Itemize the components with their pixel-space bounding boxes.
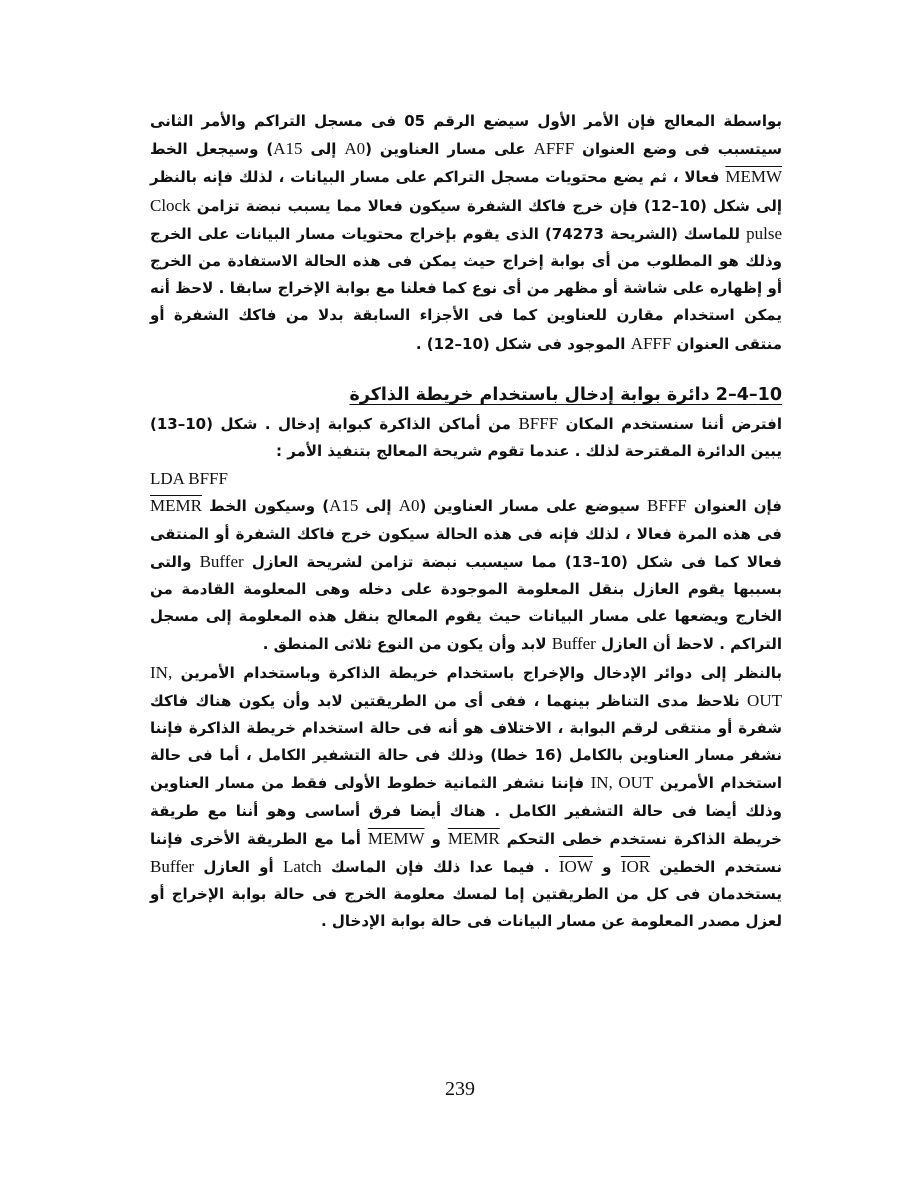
- address-line-term: A15: [273, 139, 303, 159]
- section-heading: 10–4–2 دائرة بوابة إدخال باستخدام خريطة الذاكرة: [349, 384, 782, 405]
- text-run: فى هذه المرة فعالا ، لذلك فإنه فى هذه الحالة سيكون خرج فاكك الشفرة أو المنتقى فعالا كما فى شكل (10–13) مما سيسبب نبضة تزامن لشريحة العازل: [150, 524, 783, 571]
- paragraph-1: [150, 108, 782, 358]
- text-run: ) وسيكون الخط: [201, 497, 330, 516]
- address-term: BFFF: [647, 496, 687, 516]
- text-run: الموجود فى شكل (10–12) .: [415, 334, 631, 353]
- paragraph-4: [150, 659, 782, 936]
- english-term: Latch: [282, 857, 322, 877]
- paragraph-3: [150, 492, 782, 658]
- instruction-term: IN, OUT: [150, 662, 782, 710]
- text-run: و: [592, 858, 621, 877]
- english-term: Buffer: [551, 634, 596, 654]
- control-signal-term: MEMW: [725, 167, 782, 187]
- text-run: إلى: [358, 497, 399, 516]
- text-run: فإننا نشفر الثمانية خطوط الأولى فقط من مسار العناوين وذلك أيضا فى حالة التشفير الكامل . هناك أيضا فرق أساسى وهو أننا مع طريقة خريطة الذاكرة نستخدم خطى التحكم: [150, 774, 782, 848]
- text-run: سيوضع على مسار العناوين (: [419, 497, 647, 516]
- control-signal-term: IOW: [558, 857, 593, 877]
- text-run: بالنظر إلى دوائر الإدخال والإخراج باستخدام خريطة الذاكرة وباستخدام الأمرين: [172, 663, 782, 682]
- text-run: فعالا ، ثم يضع محتويات مسجل التراكم على مسار البيانات ، لذلك فإنه بالنظر إلى شكل (10–12) فإن خرج فاكك الشفرة سيكون فعالا مما يسبب نبضة تزامن: [150, 168, 782, 215]
- text-run: افترض أننا سنستخدم المكان: [558, 414, 782, 433]
- text-run: لابد وأن يكون من النوع ثلاثى المنطق .: [262, 635, 552, 654]
- control-signal-term: MEMW: [367, 828, 425, 848]
- address-term: BFFF: [518, 413, 559, 433]
- text-run: على مسار العناوين (: [365, 140, 534, 159]
- text-run: يستخدمان فى كل من الطريقتين إما لمسك معلومة الخرج فى حالة بوابة الإخراج أو لعزل مصدر المعلومة عن مسار البيانات فى حالة بوابة الإدخال .: [150, 885, 782, 931]
- paragraph-2: [150, 410, 782, 465]
- address-line-term: A15: [329, 496, 359, 516]
- document-body: [150, 108, 782, 936]
- text-run: أما مع الطريقة الأخرى فإننا نستخدم الخطين: [150, 829, 782, 877]
- text-run: ) وسيجعل الخط: [150, 140, 274, 159]
- english-term: Clock pulse: [150, 195, 782, 243]
- control-signal-term: IOR: [620, 857, 651, 877]
- instruction-term: IN, OUT: [590, 773, 654, 793]
- english-term: Buffer: [199, 551, 244, 571]
- text-run: . فيما عدا ذلك فإن الماسك: [321, 858, 559, 877]
- text-run: والتى بسببها يقوم العازل بنقل المعلومة الموجودة على دخله وهى المعلومة القادمة من الخارج ويضعها على مسار البيانات حيث يقوم المعالج بنقل هذه المعلومة إلى مسجل التراكم . لاحظ أن العازل: [150, 552, 782, 654]
- text-run: للماسك (الشريحة 74273) الذى يقوم بإخراج محتويات مسار البيانات على الخرج وذلك هو المطلوب من أى بوابة إخراج حيث يمكن فى هذه الحالة الاستفادة من الخرج أو إظهاره على شاشة أو مظهر من أى نوع كما فعلنا مع بوابة الإخراج سابقا . لاحظ أنه يمكن استخدام مقارن للعناوين كما فى الأجزاء السابقة بدلا من فاكك الشفرة أو منتقى العنوان: [150, 224, 782, 353]
- text-run: من أماكن الذاكرة كبوابة إدخال . شكل (10–13) يبين الدائرة المقترحة لذلك . عندما تقوم شريحة المعالج بتنفيذ الأمر :: [150, 414, 782, 461]
- text-run: فإن العنوان: [686, 497, 783, 516]
- text-run: نلاحظ مدى التناظر بينهما ، ففى أى من الطريقتين لابد وأن يكون هناك فاكك شفرة أو منتقى لرقم البوابة ، الاختلاف هو أنه فى حالة استخدام خريطة الذاكرة فإننا نشفر مسار العناوين بالكامل (16 خطا) وذلك فى حالة التشفير الكامل ، أما فى حالة استخدام الأمرين: [150, 691, 782, 793]
- text-run: إلى: [302, 140, 345, 159]
- address-term: AFFF: [533, 139, 575, 159]
- address-line-term: A0: [398, 496, 420, 516]
- text-run: و: [424, 829, 448, 848]
- control-signal-term: MEMR: [447, 828, 500, 848]
- control-signal-term: MEMR: [150, 496, 202, 516]
- text-run: بواسطة المعالج فإن الأمر الأول سيضع الرقم 05 فى مسجل التراكم والأمر الثانى سيتسبب فى وضع العنوان: [150, 112, 782, 159]
- address-line-term: A0: [344, 139, 366, 159]
- code-line: LDA BFFF: [150, 469, 228, 489]
- text-run: أو العازل: [194, 858, 283, 877]
- english-term: Buffer: [150, 857, 195, 877]
- address-term: AFFF: [630, 333, 672, 353]
- page-number: 239: [445, 1078, 475, 1100]
